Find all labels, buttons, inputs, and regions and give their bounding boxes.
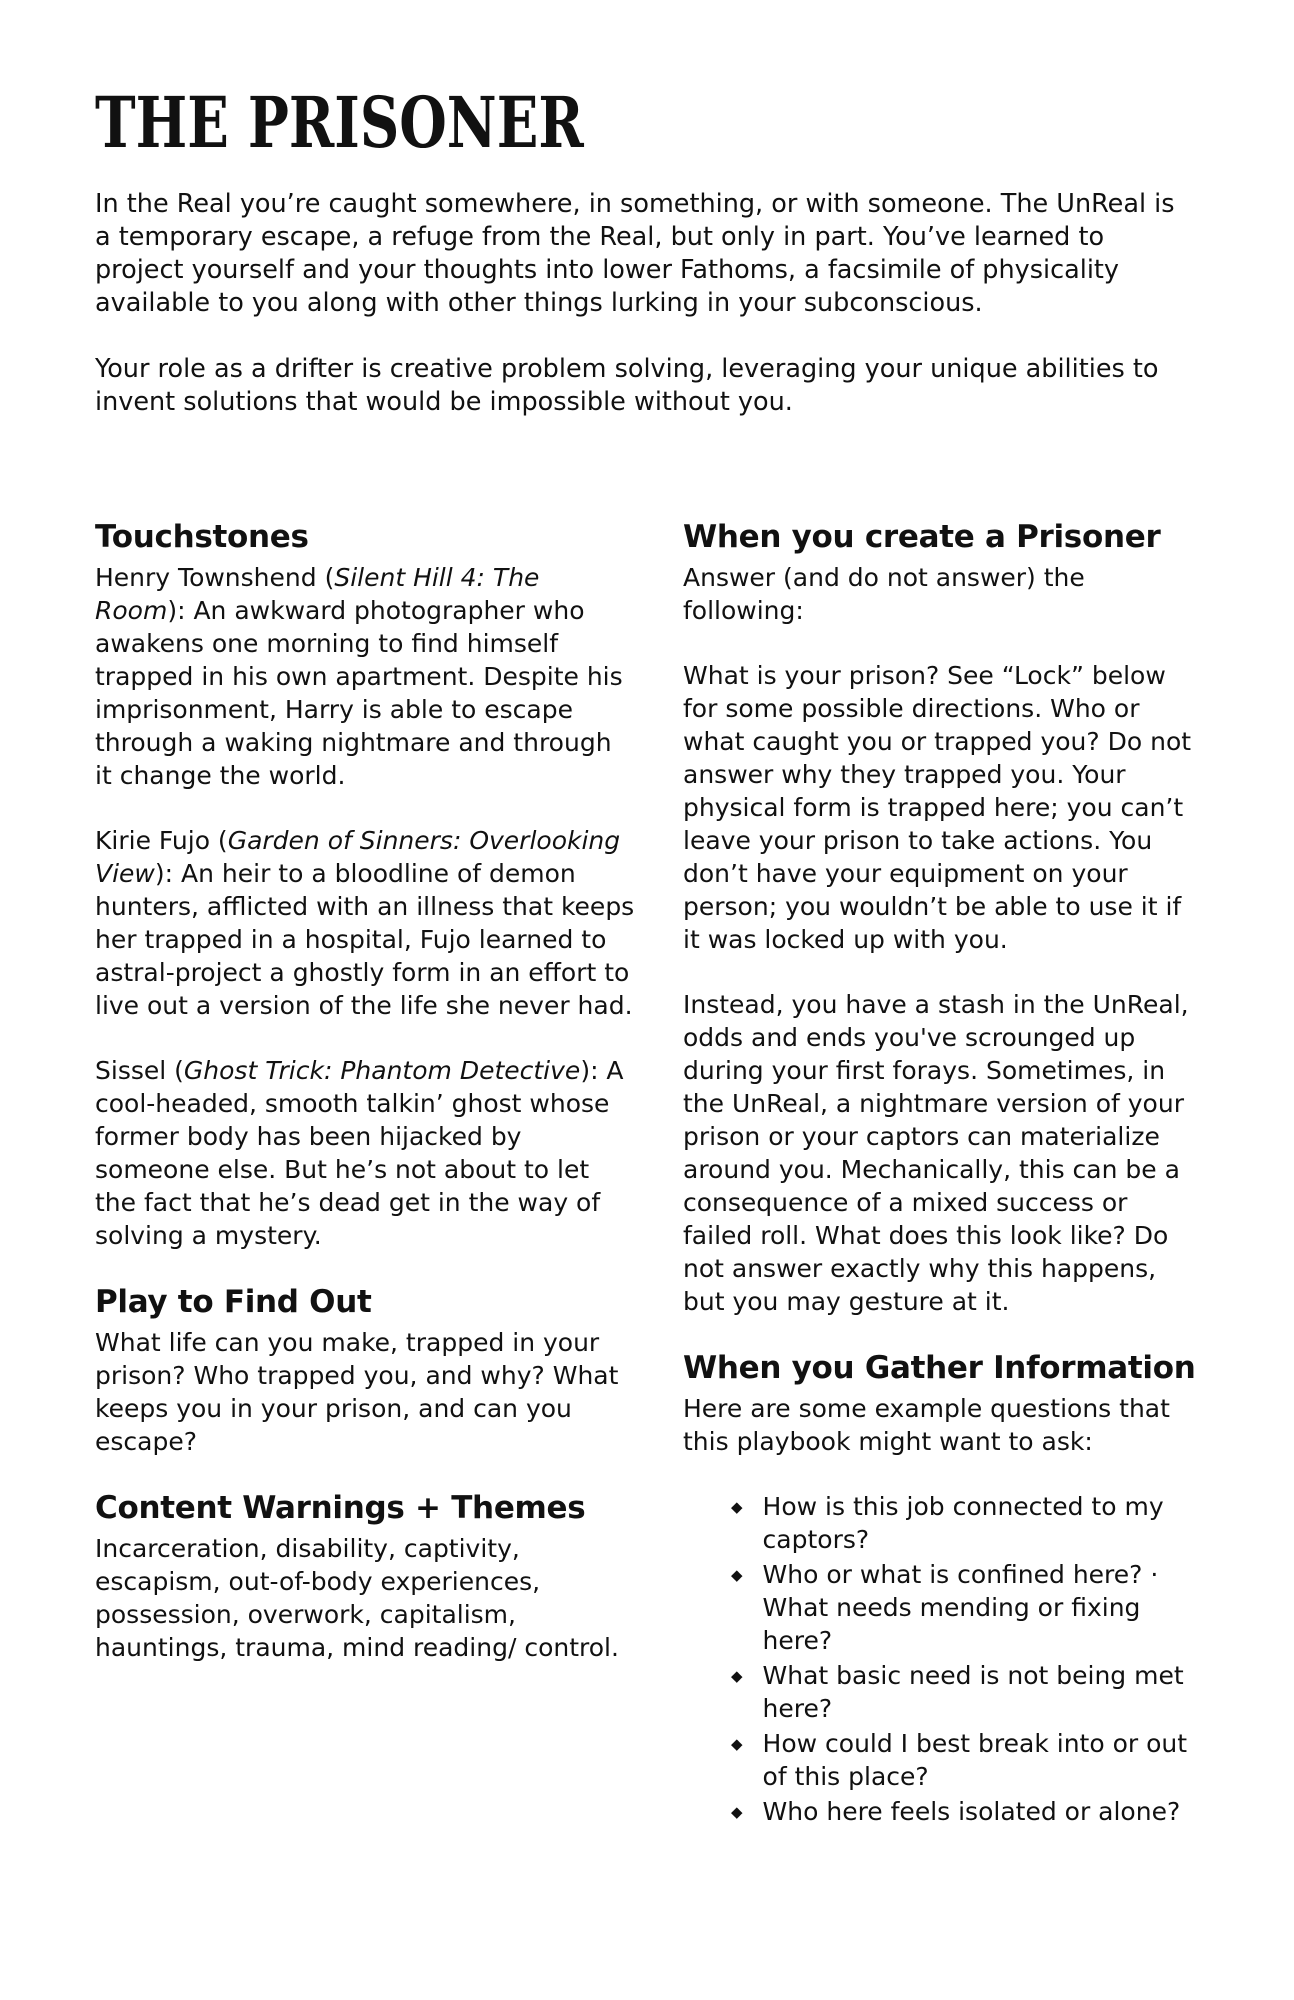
question-text: Who here feels isolated or alone? <box>762 1796 1181 1826</box>
diamond-bullet-icon: ◆ <box>731 1666 743 1685</box>
diamond-bullet-icon: ◆ <box>731 1565 743 1584</box>
question-text: How is this job connected to my captors? <box>762 1491 1164 1554</box>
list-item <box>731 1659 1195 1725</box>
create-prisoner-intro: Answer (and do not answer) the following: <box>683 562 1085 625</box>
content-warnings-text: Incarceration, disability, captivity, escapism, out-of-body experiences, possession, overwork, capitalism, hauntings, trauma, mind reading/ control. <box>95 1533 619 1662</box>
touchstone-text: Sissel ( <box>95 1055 184 1085</box>
right-column <box>683 519 1195 1830</box>
touchstone-text: Henry Townshend ( <box>95 562 335 592</box>
page-title: THE PRISONER <box>95 81 584 164</box>
diamond-bullet-icon: ◆ <box>731 1497 743 1516</box>
game-title: Garden of Sinners: Overlooking View <box>95 825 621 888</box>
diamond-bullet-icon: ◆ <box>731 1802 743 1821</box>
create-prisoner-paragraph-2: Instead, you have a stash in the UnReal, odds and ends you've scrounged up during your first forays. Sometimes, in the UnReal, a nightmare version of your prison or your captors can materialize around you. Mechanically, this can be a consequence of a mixed success or failed roll. What does this look like? Do not answer exactly why this happens, but you may gesture at it. <box>683 989 1189 1316</box>
game-title: Ghost Trick: Phantom Detective <box>183 1055 581 1085</box>
list-item <box>731 1795 1195 1828</box>
diamond-bullet-icon: ◆ <box>731 1734 743 1753</box>
play-to-find-out-text: What life can you make, trapped in your prison? Who trapped you, and why? What keeps you in your prison, and can you escape? <box>95 1327 619 1456</box>
intro-paragraph-2: Your role as a drifter is creative problem solving, leveraging your unique abilities to invent solutions that would be impossible without you. <box>95 353 1159 417</box>
touchstone-text: ): A cool-headed, smooth talkin’ ghost whose former body has been hijacked by someone else. But he’s not about to let the fact that he’s dead get in the way of solving a mystery. <box>95 1055 624 1250</box>
intro-paragraph-1: In the Real you’re caught somewhere, in something, or with someone. The UnReal is a temporary escape, a refuge from the Real, but only in part. You’ve learned to project yourself and your thoughts into lower Fathoms, a facsimile of physicality available to you along with other things lurking in your subconscious. <box>95 189 1175 319</box>
touchstones-heading: Touchstones <box>95 518 309 555</box>
left-column <box>95 519 635 1830</box>
touchstone-text: Kirie Fujo ( <box>95 825 228 855</box>
gather-information-intro: Here are some example questions that this playbook might want to ask: <box>683 1393 1170 1456</box>
list-item <box>731 1490 1195 1556</box>
play-to-find-out-heading: Play to Find Out <box>95 1283 372 1320</box>
create-prisoner-paragraph-1: What is your prison? See “Lock” below for some possible directions. Who or what caught you or trapped you? Do not answer why they trapped you. Your physical form is trapped here; you can’t leave your prison to take actions. You don’t have your equipment on your person; you wouldn’t be able to use it if it was locked up with you. <box>683 660 1192 954</box>
question-text: What basic need is not being met here? <box>762 1660 1184 1723</box>
game-title: Silent Hill 4: The Room <box>95 562 540 625</box>
two-column-layout <box>95 519 1194 1830</box>
touchstone-text: ): An awkward photographer who awakens one morning to find himself trapped in his own apartment. Despite his imprisonment, Harry is able to escape through a waking nightmare and through it change the world. <box>95 595 623 790</box>
touchstone-text: ): An heir to a bloodline of demon hunters, afflicted with an illness that keeps her trapped in a hospital, Fujo learned to astral-project a ghostly form in an effort to live out a version of the life she never had. <box>95 858 635 1020</box>
create-prisoner-heading: When you create a Prisoner <box>683 518 1161 555</box>
list-item <box>731 1558 1195 1657</box>
question-text: How could I best break into or out of this place? <box>762 1728 1188 1791</box>
touchstone-entry-kirie <box>95 824 635 1022</box>
touchstone-entry-sissel <box>95 1054 635 1252</box>
touchstone-entry-henry <box>95 561 635 792</box>
list-item <box>731 1727 1195 1793</box>
content-warnings-heading: Content Warnings + Themes <box>95 1489 586 1526</box>
gather-information-heading: When you Gather Information <box>683 1349 1196 1386</box>
question-list <box>683 1490 1195 1828</box>
question-text: Who or what is confined here? · What needs mending or fixing here? <box>762 1559 1159 1655</box>
